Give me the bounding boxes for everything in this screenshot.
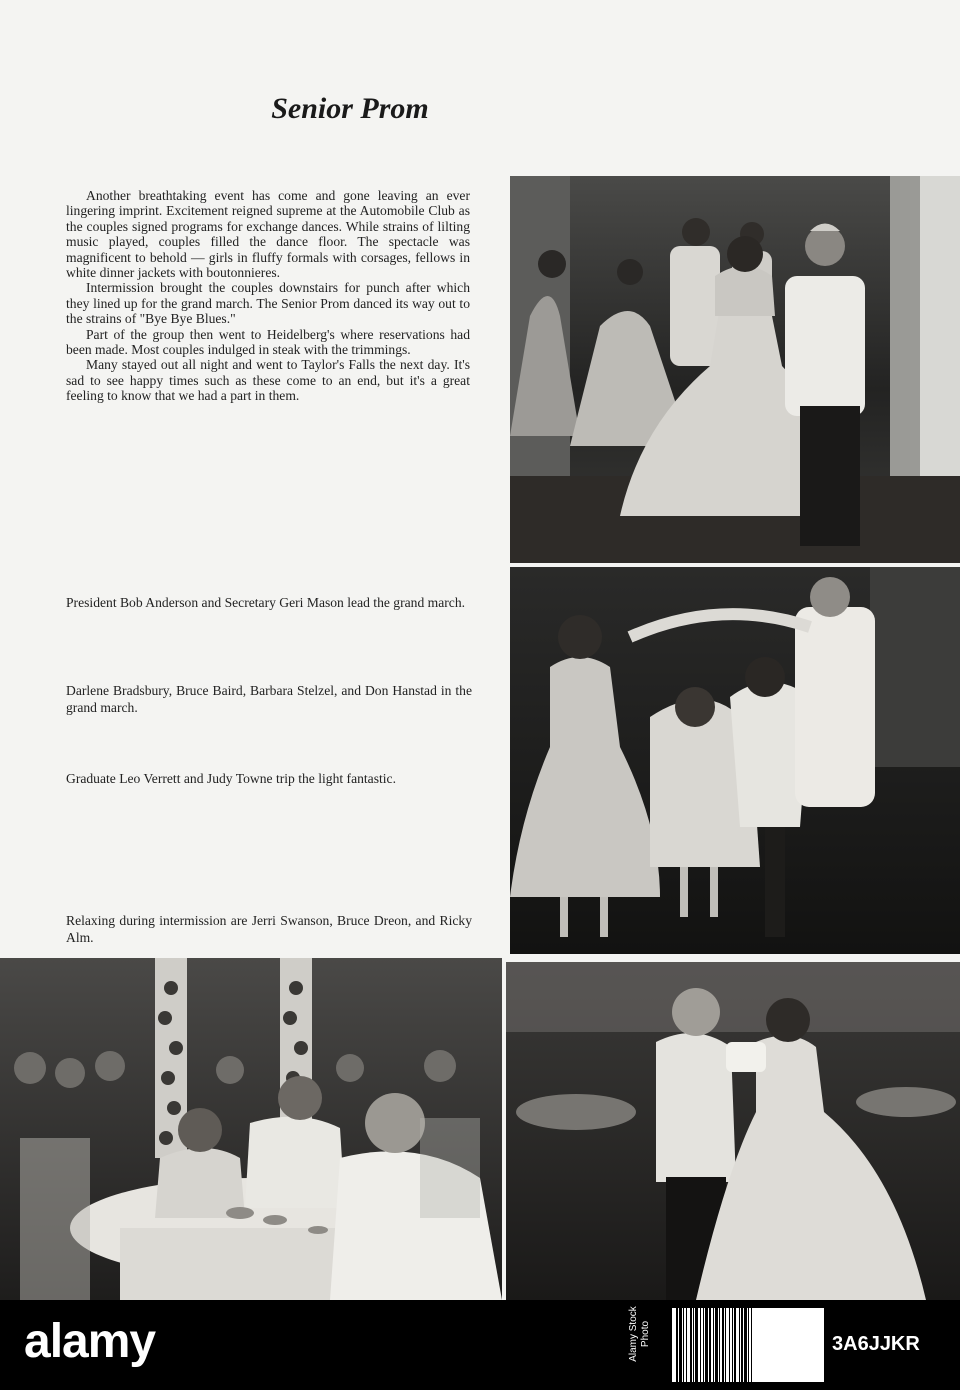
photo-intermission [0,958,502,1300]
article-paragraph: Another breathtaking event has come and gone leaving an ever lingering imprint. Excitement reigned supreme at the Automobile Club as the couples signed programs for exchange dances. While strains of lilting music played, couples filled the dance floor. The spectacle was magnificent to behold — girls in fluffy formals with corsages, fellows in white dinner jackets with boutonnieres. [66,188,470,281]
photo-grand-march-arch [510,567,960,954]
article-paragraph: Intermission brought the couples downstairs for punch after which they lined up for the grand march. The Senior Prom danced its way out to the strains of "Bye Bye Blues." [66,280,470,327]
brand-logo: alamy [24,1315,156,1368]
page-title: Senior Prom [271,92,429,125]
caption-grand-march-lead: President Bob Anderson and Secretary Geri Mason lead the grand march. [66,595,466,610]
article-body [66,188,470,404]
barcode-icon [672,1308,824,1382]
barcode-stripe [751,1308,752,1382]
image-id: 3A6JJKR [832,1333,920,1355]
caption-grand-march: Darlene Bradsbury, Bruce Baird, Barbara Stelzel, and Don Hanstad in the grand march. [66,683,472,715]
photo-light-fantastic [506,962,960,1300]
footer-side-text: Alamy Stock Photo [628,1306,651,1362]
photo-grand-march-lead [510,176,960,563]
caption-light-fantastic: Graduate Leo Verrett and Judy Towne trip the light fantastic. [66,771,396,786]
caption-intermission: Relaxing during intermission are Jerri Swanson, Bruce Dreon, and Ricky Alm. [66,913,472,945]
article-paragraph: Part of the group then went to Heidelberg's where reservations had been made. Most couples indulged in steak with the trimmings. [66,326,470,358]
article-paragraph: Many stayed out all night and went to Taylor's Falls the next day. It's sad to see happy times such as these come to an end, but it's a great feeling to know that we had a part in them. [66,357,470,404]
watermark-footer [0,1300,960,1390]
